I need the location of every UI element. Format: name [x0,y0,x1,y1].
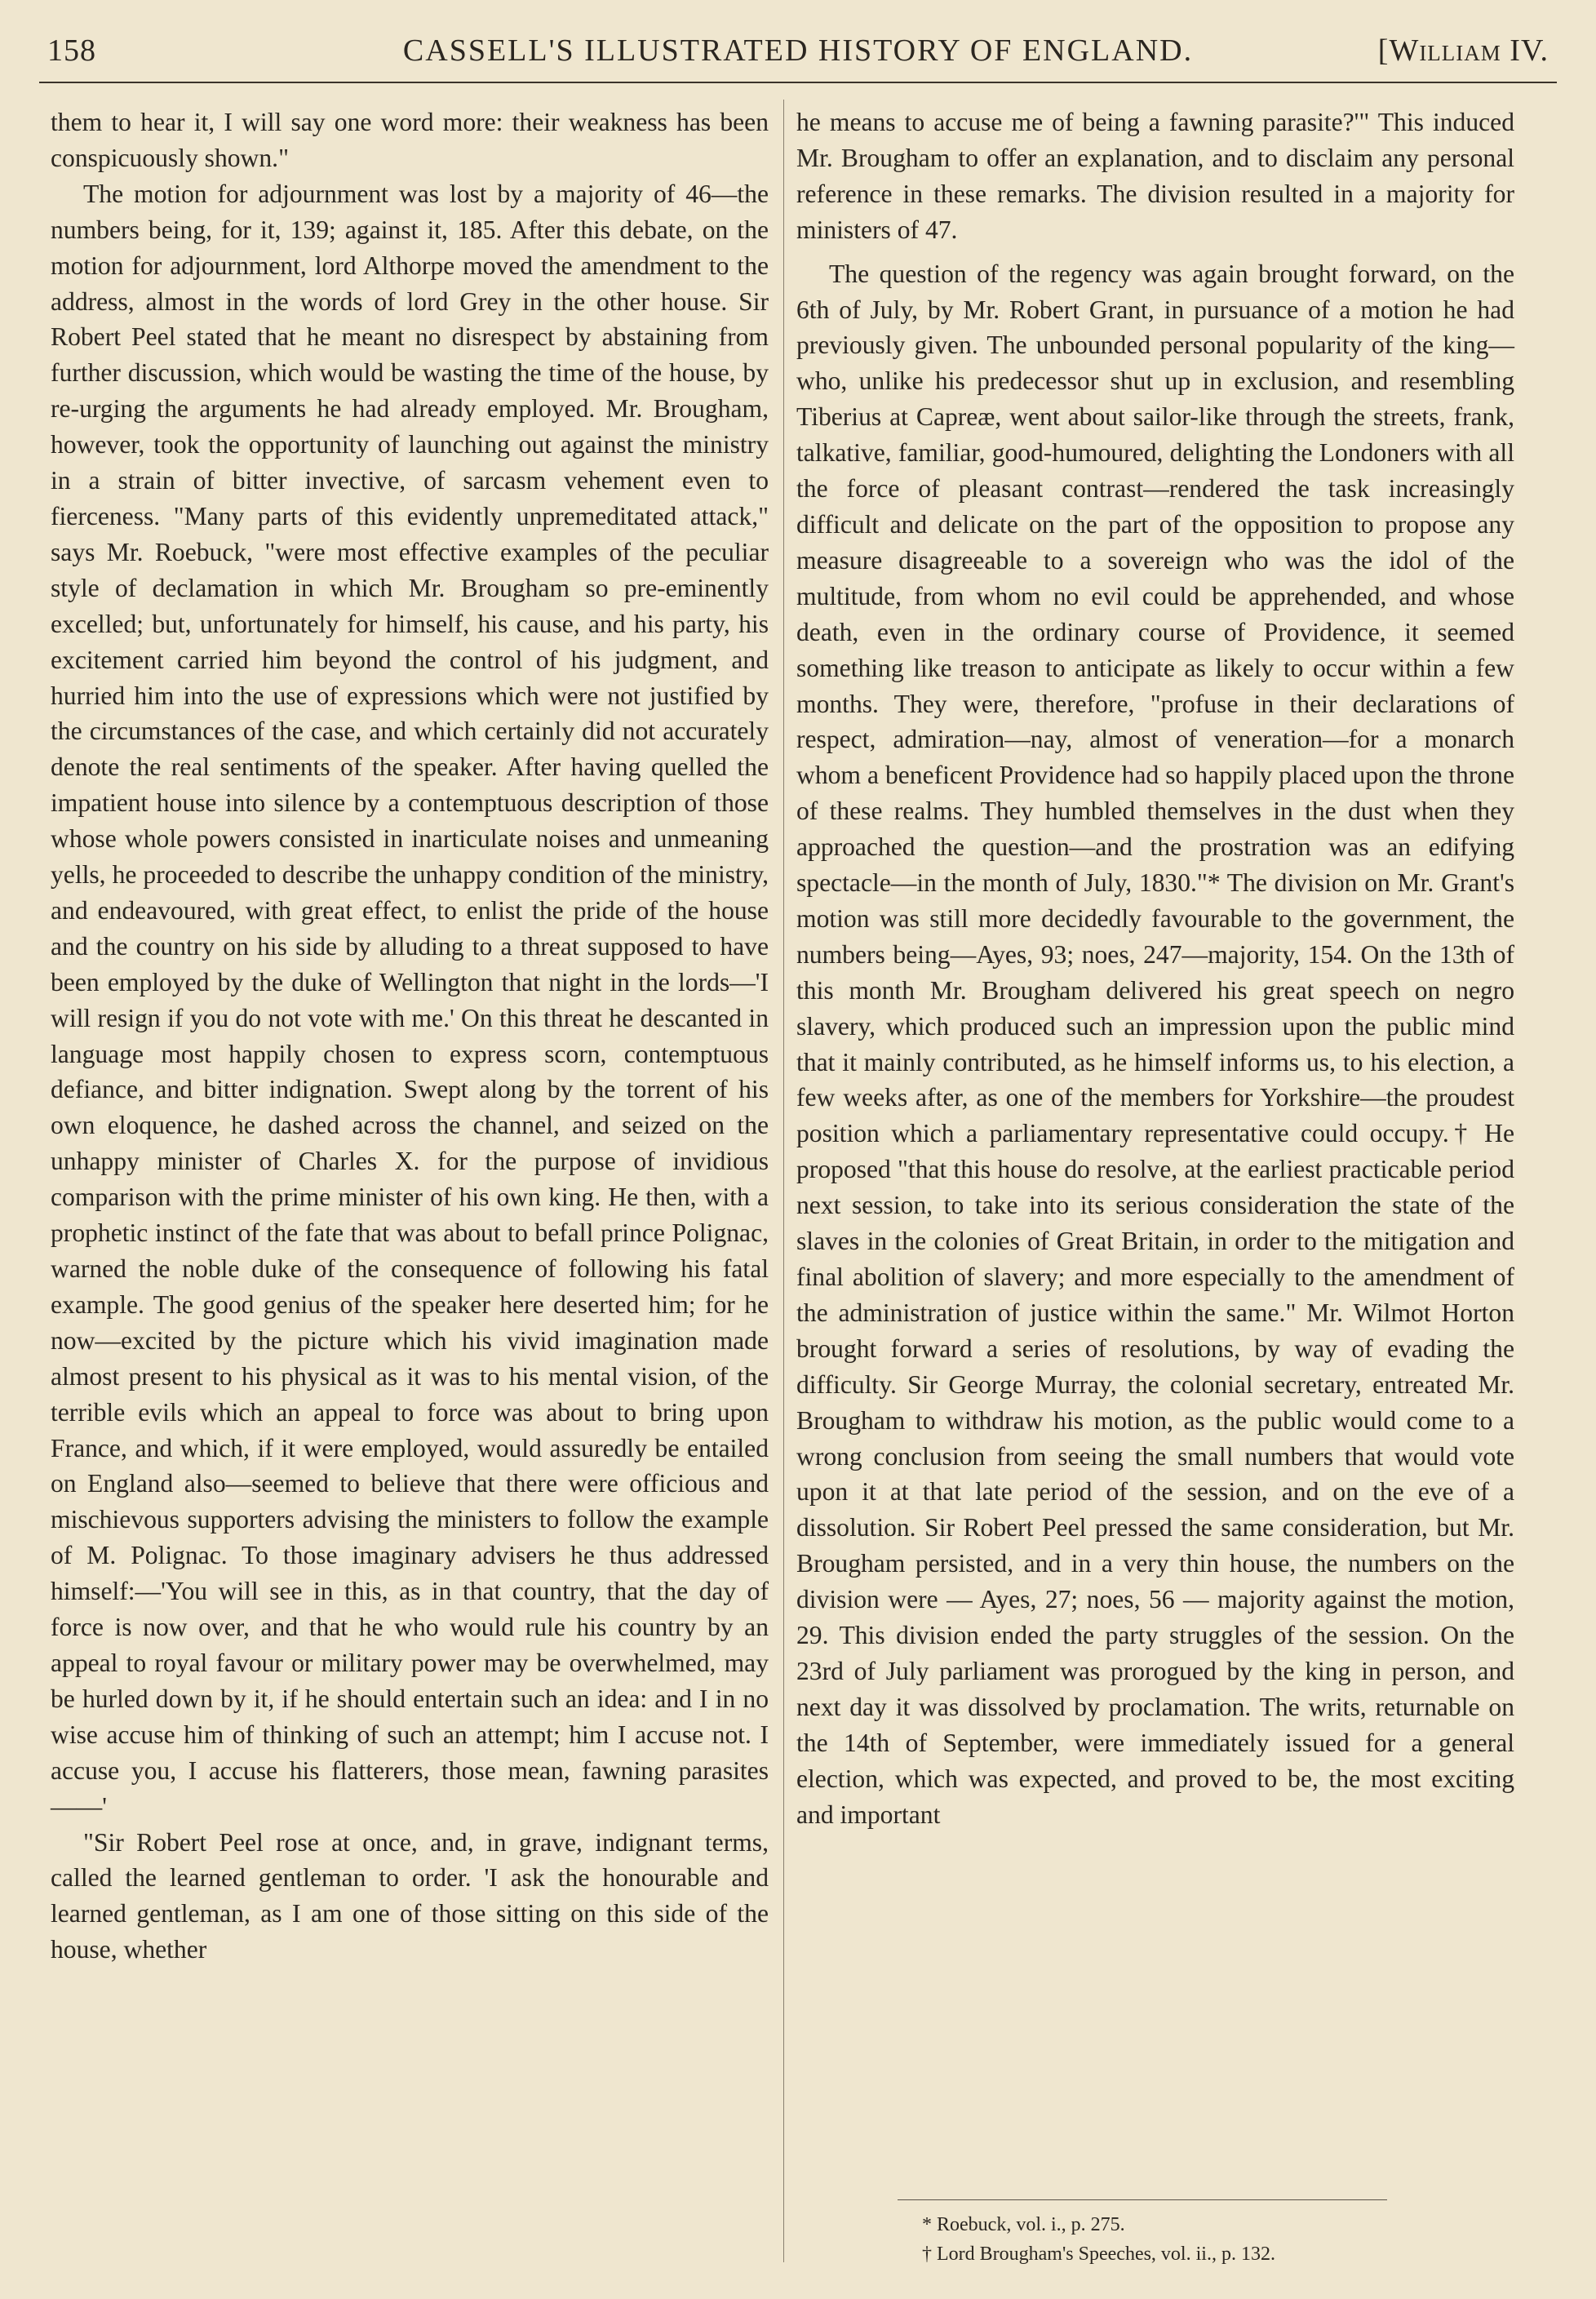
header-rule [39,82,1557,83]
footnotes [922,2210,1542,2269]
column-divider [783,100,784,2262]
paragraph: The motion for adjournment was lost by a majority of 46—the numbers being, for it, 139; against it, 185. After this debate, on the motion for adjournment, lord Althorpe moved the amendment to the address, almost in the words of lord Grey in the other house. Sir Robert Peel stated that he meant no disrespect by abstaining from further discussion, which would be wasting the time of the house, by re-urging the arguments he had already employed. Mr. Brougham, however, took the opportunity of launching out against the ministry in a strain of bitter invective, of sarcasm vehement even to fierceness. "Many parts of this evidently unpremeditated attack," says Mr. Roebuck, "were most effective examples of the peculiar style of declamation in which Mr. Brougham so pre-eminently excelled; but, unfortunately for himself, his cause, and his party, his excitement carried him beyond the control of his judgment, and hurried him into the use of expressions which were not justified by the circumstances of the case, and which certainly did not accurately denote the real sentiments of the speaker. After having quelled the impatient house into silence by a contemptuous description of those whose whole powers consisted in inarticulate noises and unmeaning yells, he proceeded to describe the unhappy condition of the ministry, and endeavoured, with great effect, to enlist the pride of the house and the country on his side by alluding to a threat supposed to have been employed by the duke of Wellington that night in the lords—'I will resign if you do not vote with me.' On this threat he descanted in language most happily chosen to express scorn, contemptuous defiance, and bitter indignation. Swept along by the torrent of his own eloquence, he dashed across the channel, and seized on the unhappy minister of Charles X. for the purpose of invidious comparison with the prime minister of his own king. He then, with a prophetic instinct of the fate that was about to befall prince Polignac, warned the noble duke of the consequence of following his fatal example. The good genius of the speaker here deserted him; for he now—excited by the picture which his vivid imagination made almost present to his physical as it was to his mental vision, of the terrible evils which an appeal to force was about to bring upon France, and which, if it were employed, would assuredly be entailed on England also—seemed to believe that there were officious and mischievous supporters advising the ministers to follow the example of M. Polignac. To those imaginary advisers he thus addressed himself:—'You will see in this, as in that country, that the day of force is now over, and that he who would rule his country by an appeal to royal favour or military power may be overwhelmed, may be hurled down by it, if he should entertain such an idea: and I in no wise accuse him of thinking of such an attempt; him I accuse not. I accuse you, I accuse his flatterers, those mean, fawning parasites——' [51,179,769,1821]
paragraph: "Sir Robert Peel rose at once, and, in grave, indignant terms, called the learned gentleman to order. 'I ask the honourable and learned gentleman, as I am one of those sitting on this side of the house, whether [51,1827,769,1964]
left-column [51,104,769,1968]
footnote-rule [898,2199,1387,2200]
footnote: † Lord Brougham's Speeches, vol. ii., p. 132. [922,2244,1275,2265]
page-number: 158 [47,33,96,68]
right-column [796,104,1514,1833]
running-title: CASSELL'S ILLUSTRATED HISTORY OF ENGLAND. [402,33,1194,68]
paragraph: them to hear it, I will say one word more: their weakness has been conspicuously shown." [51,108,769,172]
running-header [47,33,1549,85]
paragraph: he means to accuse me of being a fawning parasite?'" This induced Mr. Brougham to offer an explanation, and to disclaim any personal reference in these remarks. The division resulted in a majority for ministers of 47. [796,108,1514,244]
reign-label: [William IV. [1377,33,1549,68]
footnote: * Roebuck, vol. i., p. 275. [922,2214,1125,2235]
paragraph: The question of the regency was again brought forward, on the 6th of July, by Mr. Robert Grant, in pursuance of a motion he had previously given. The unbounded personal popularity of the king—who, unlike his predecessor shut up in exclusion, and resembling Tiberius at Capreæ, went about sailor-like through the streets, frank, talkative, familiar, good-humoured, delighting the Londoners with all the force of pleasant contrast—rendered the task increasingly difficult and delicate on the part of the opposition to propose any measure disagreeable to a sovereign who was the idol of the multitude, from whom no evil could be apprehended, and whose death, even in the ordinary course of Providence, it seemed something like treason to anticipate as likely to occur within a few months. They were, therefore, "profuse in their declarations of respect, admiration—nay, almost of veneration—for a monarch whom a beneficent Providence had so happily placed upon the throne of these realms. They humbled themselves in the dust when they approached the question—and the prostration was an edifying spectacle—in the month of July, 1830."* The division on Mr. Grant's motion was still more decidedly favourable to the government, the numbers being—Ayes, 93; noes, 247—majority, 154. On the 13th of this month Mr. Brougham delivered his great speech on negro slavery, which produced such an impression upon the public mind that it mainly contributed, as he himself informs us, to his election, a few weeks after, as one of the members for Yorkshire—the proudest position which a parliamentary representative could occupy.† He proposed "that this house do resolve, at the earliest practicable period next session, to take into its serious consideration the state of the slaves in the colonies of Great Britain, in order to the mitigation and final abolition of slavery; and more especially to the amendment of the administration of justice within the same." Mr. Wilmot Horton brought forward a series of resolutions, by way of evading the difficulty. Sir George Murray, the colonial secretary, entreated Mr. Brougham to withdraw his motion, as the public would come to a wrong conclusion from seeing the small numbers that would vote upon it at that late period of the session, and on the eve of a dissolution. Sir Robert Peel pressed the same consideration, but Mr. Brougham persisted, and in a very thin house, the numbers on the division were — Ayes, 27; noes, 56 — majority against the motion, 29. This division ended the party struggles of the session. On the 23rd of July parliament was prorogued by the king in person, and next day it was dissolved by proclamation. The writs, returnable on the 14th of September, were immediately issued for a general election, which was expected, and proved to be, the most exciting and important [796,259,1514,1829]
